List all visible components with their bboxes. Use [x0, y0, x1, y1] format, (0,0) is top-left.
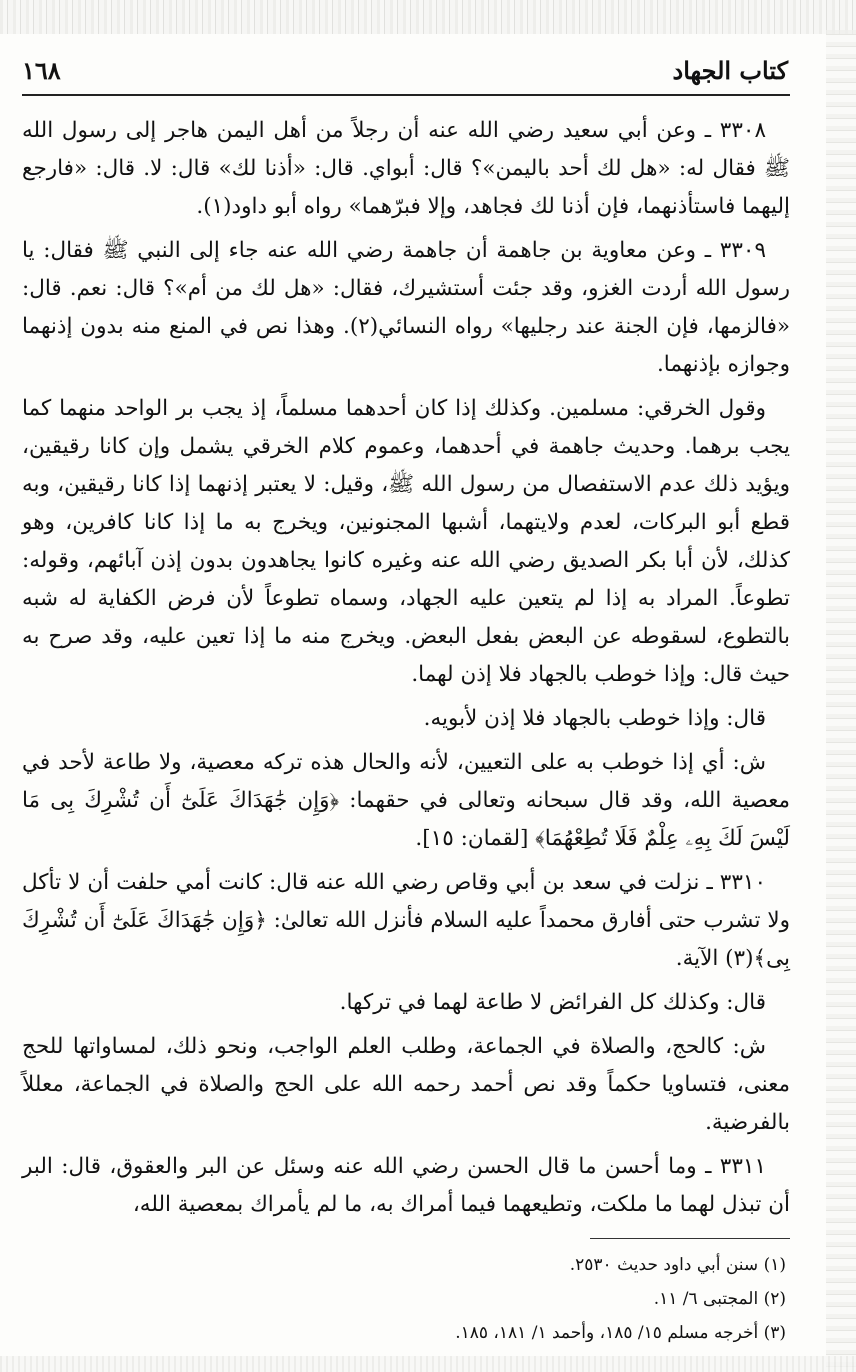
hadith-3311-paragraph: ٣٣١١ ـ وما أحسن ما قال الحسن رضي الله عنه وسئل عن البر والعقوق، قال: البر أن تبذل لهما ما ملكت، وتطيعهما فيما أمراك به، ما لم يأمراك بمعصية الله، — [22, 1154, 790, 1217]
chapter-title: كتاب الجهاد — [672, 56, 788, 85]
scan-top-edge — [0, 0, 856, 34]
hadith-3309-paragraph: ٣٣٠٩ ـ وعن معاوية بن جاهمة أن جاهمة رضي الله عنه جاء إلى النبي ﷺ فقال: يا رسول الله أردت الغزو، وقد جئت أستشيرك، فقال: «هل لك من أم»؟ قال: نعم. قال: «فالزمها، فإن الجنة عند رجليها» رواه النسائي(٢). وهذا نص في المنع منه بدون إذنهما وجوازه بإذنهما. — [22, 238, 791, 377]
page-body — [22, 112, 790, 1230]
page-header — [22, 50, 790, 96]
book-page — [22, 50, 790, 1360]
hadith-3308-paragraph: ٣٣٠٨ ـ وعن أبي سعيد رضي الله عنه أن رجلاً من أهل اليمن هاجر إلى رسول الله ﷺ فقال له: «هل لك أحد باليمن»؟ قال: أبواي. قال: «أذنا لك» قال: لا. قال: «فارجع إليهما فاستأذنهما، فإن أذنا لك فجاهد، وإلا فبرّهما» رواه أبو داود(١). — [22, 118, 790, 219]
footnotes — [22, 1248, 790, 1350]
scan-right-edge — [826, 30, 856, 1372]
matn-paragraph: قال: وكذلك كل الفرائض لا طاعة لهما في تركها. — [339, 990, 766, 1015]
page-number: ١٦٨ — [22, 56, 61, 85]
footnote-1: (١) سنن أبي داود حديث ٢٥٣٠. — [569, 1255, 786, 1275]
hadith-3310-paragraph: ٣٣١٠ ـ نزلت في سعد بن أبي وقاص رضي الله عنه قال: كانت أمي حلفت أن لا تأكل ولا تشرب حتى أفارق محمداً عليه السلام فأنزل الله تعالىٰ: ﴿وَإِن جَٰهَدَاكَ عَلَىٰٓ أَن تُشْرِكَ بِى﴾(٣) الآية. — [22, 870, 790, 971]
sharh-paragraph: ش: أي إذا خوطب به على التعيين، لأنه والحال هذه تركه معصية، ولا طاعة لأحد في معصية الله، وقد قال سبحانه وتعالى في حقهما: ﴿وَإِن جَٰهَدَاكَ عَلَىٰٓ أَن تُشْرِكَ بِى مَا لَيْسَ لَكَ بِهِۦ عِلْمٌ فَلَا تُطِعْهُمَا﴾ [لقمان: ١٥]. — [22, 750, 790, 851]
matn-paragraph: قال: وإذا خوطب بالجهاد فلا إذن لأبويه. — [423, 706, 766, 731]
commentary-paragraph: وقول الخرقي: مسلمين. وكذلك إذا كان أحدهما مسلماً، إذ يجب بر الواحد منهما كما يجب برهما. وحديث جاهمة في أحدهما، وعموم كلام الخرقي يشمل وإن كانا رقيقين، ويؤيد ذلك عدم الاستفصال من رسول الله ﷺ، وقيل: لا يعتبر إذنهما إذا كانا رقيقين، وبه قطع أبو البركات، لعدم ولايتهما، أشبها المجنونين، ويخرج به ما إذا كانا كافرين، وهو كذلك، لأن أبا بكر الصديق رضي الله عنه وغيره كانوا يجاهدون بدون إذن آبائهم، وقوله: تطوعاً. المراد به إذا لم يتعين عليه الجهاد، وسماه تطوعاً لأن فرض الكفاية له شبه بالتطوع، لسقوطه عن البعض بفعل البعض. ويخرج منه ما إذا تعين عليه، وقد صرح به حيث قال: وإذا خوطب بالجهاد فلا إذن لهما. — [22, 396, 791, 687]
footnote-2: (٢) المجتبى ٦/ ١١. — [653, 1289, 786, 1309]
sharh-paragraph: ش: كالحج، والصلاة في الجماعة، وطلب العلم الواجب، ونحو ذلك، لمساواتها للحج معنى، فتساويا حكماً وقد نص أحمد رحمه الله على الحج والصلاة في الجماعة، معللاً بالفرضية. — [22, 1034, 790, 1135]
footnote-3: (٣) أخرجه مسلم ١٥/ ١٨٥، وأحمد ١/ ١٨١، ١٨٥. — [455, 1323, 786, 1343]
footnote-divider — [590, 1238, 790, 1239]
